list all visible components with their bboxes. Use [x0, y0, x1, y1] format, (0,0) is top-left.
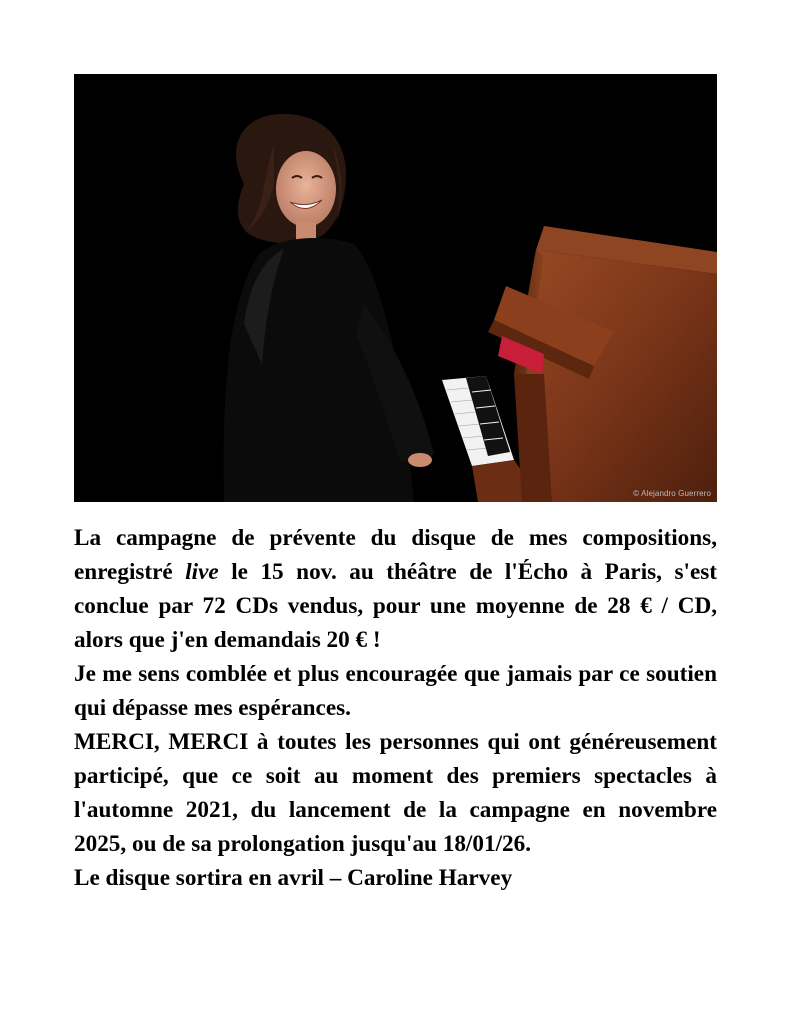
photo-credit: © Alejandro Guerrero — [633, 489, 711, 498]
announcement-text — [74, 521, 717, 895]
paragraph-thanks: MERCI, MERCI à toutes les personnes qui ont généreusement participé, que ce soit au moment des premiers spectacles à l'automne 2021, du lancement de la campagne en novembre 2025, ou de sa prolongation jusqu'au 18/01/26. — [74, 729, 717, 857]
pianist-illustration — [74, 74, 717, 502]
paragraph-release-signature: Le disque sortira en avril – Caroline Harvey — [74, 865, 513, 891]
paragraph-gratitude: Je me sens comblée et plus encouragée que jamais par ce soutien qui dépasse mes espérances. — [74, 661, 717, 721]
italic-live: live — [185, 559, 219, 585]
paragraph-presale-result: La campagne de prévente du disque de mes compositions, enregistré live le 15 nov. au théâtre de l'Écho à Paris, s'est conclue par 72 CDs vendus, pour une moyenne de 28 € / CD, alors que j'en demandais 20 € ! — [74, 525, 717, 653]
concert-photo — [74, 74, 717, 502]
